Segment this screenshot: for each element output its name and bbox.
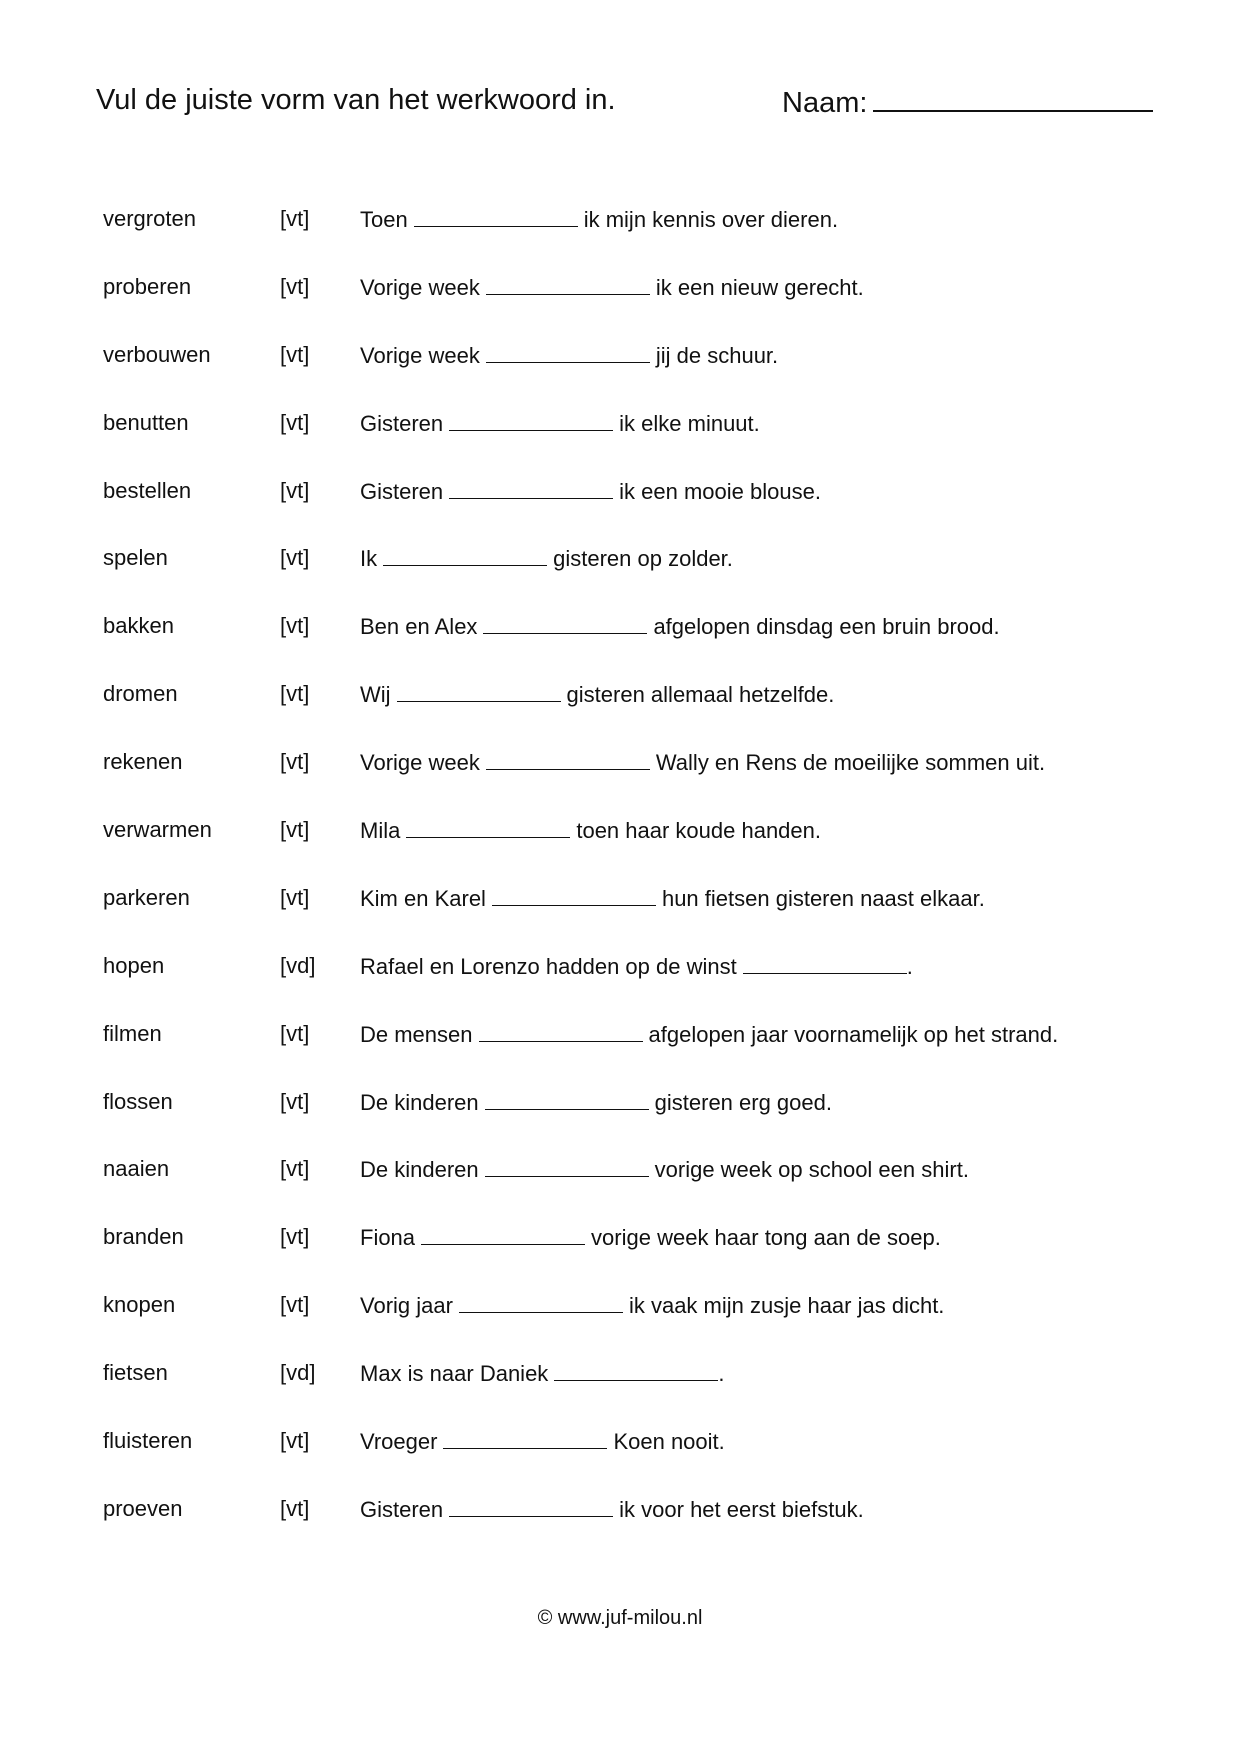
exercise-tense-tag: [vt] <box>280 1020 310 1046</box>
exercise-row <box>103 1089 1143 1157</box>
exercise-verb: proeven <box>103 1495 183 1521</box>
answer-blank[interactable] <box>486 342 650 363</box>
exercise-tense-tag: [vt] <box>280 545 310 571</box>
exercise-tense-tag: [vt] <box>280 884 310 910</box>
sentence-before-blank: De mensen <box>360 1021 473 1047</box>
answer-blank[interactable] <box>486 749 650 770</box>
answer-blank[interactable] <box>414 206 578 227</box>
exercise-sentence <box>360 1428 725 1455</box>
exercise-tense-tag: [vt] <box>280 1428 310 1454</box>
sentence-after-blank: vorige week haar tong aan de soep. <box>591 1225 941 1251</box>
exercise-row <box>103 953 1143 1021</box>
answer-blank[interactable] <box>406 817 570 838</box>
exercise-verb: flossen <box>103 1088 173 1114</box>
sentence-before-blank: Vorig jaar <box>360 1293 453 1319</box>
sentence-before-blank: Vorige week <box>360 274 480 300</box>
sentence-before-blank: Gisteren <box>360 478 444 504</box>
exercise-sentence <box>360 1021 1058 1048</box>
exercise-sentence <box>360 613 1000 640</box>
exercise-verb: vergroten <box>103 206 196 231</box>
exercise-tense-tag: [vt] <box>280 1292 310 1318</box>
exercise-sentence <box>360 545 733 572</box>
exercise-sentence <box>360 410 760 437</box>
exercise-tense-tag: [vt] <box>280 1088 310 1114</box>
answer-blank[interactable] <box>485 1089 649 1110</box>
answer-blank[interactable] <box>483 613 647 634</box>
answer-blank[interactable] <box>383 545 547 566</box>
exercise-verb: fietsen <box>103 1360 168 1386</box>
sentence-before-blank: De kinderen <box>360 1157 479 1183</box>
exercise-sentence <box>360 1360 724 1387</box>
exercise-verb: bakken <box>103 613 174 639</box>
sentence-before-blank: Vorige week <box>360 342 480 368</box>
exercise-sentence <box>360 274 864 301</box>
answer-blank[interactable] <box>449 478 613 499</box>
exercise-sentence <box>360 1224 941 1251</box>
exercise-sentence <box>360 1156 969 1183</box>
exercise-verb: bestellen <box>103 477 192 503</box>
exercise-row <box>103 1156 1143 1224</box>
exercise-tense-tag: [vt] <box>280 409 310 435</box>
exercise-tense-tag: [vt] <box>280 273 310 299</box>
exercise-sentence <box>360 885 985 912</box>
exercise-list <box>103 206 1143 1564</box>
exercise-row <box>103 1360 1143 1428</box>
exercise-sentence <box>360 953 913 980</box>
sentence-before-blank: Gisteren <box>360 1496 444 1522</box>
sentence-before-blank: Ik <box>360 546 378 572</box>
answer-blank[interactable] <box>449 410 613 431</box>
worksheet-title: Vul de juiste vorm van het werkwoord in. <box>96 84 616 116</box>
exercise-sentence <box>360 478 821 505</box>
sentence-after-blank: . <box>718 1361 725 1387</box>
sentence-after-blank: Koen nooit. <box>613 1429 725 1455</box>
exercise-tense-tag: [vt] <box>280 681 310 707</box>
exercise-tense-tag: [vt] <box>280 817 310 843</box>
exercise-row <box>103 478 1143 546</box>
sentence-after-blank: hun fietsen gisteren naast elkaar. <box>661 885 985 911</box>
exercise-row <box>103 1021 1143 1089</box>
exercise-verb: naaien <box>103 1156 170 1182</box>
exercise-sentence <box>360 749 1045 776</box>
answer-blank[interactable] <box>479 1021 643 1042</box>
exercise-verb: branden <box>103 1224 184 1250</box>
exercise-tense-tag: [vt] <box>280 1156 310 1182</box>
exercise-sentence <box>360 1292 944 1319</box>
exercise-sentence <box>360 1089 832 1116</box>
exercise-verb: spelen <box>103 545 168 571</box>
worksheet-header <box>96 84 1156 124</box>
sentence-before-blank: Vorige week <box>360 750 480 776</box>
answer-blank[interactable] <box>449 1496 613 1517</box>
sentence-after-blank: ik voor het eerst biefstuk. <box>619 1496 864 1522</box>
exercise-tense-tag: [vt] <box>280 206 310 231</box>
answer-blank[interactable] <box>485 1156 649 1177</box>
sentence-after-blank: gisteren erg goed. <box>654 1089 832 1115</box>
exercise-row <box>103 274 1143 342</box>
exercise-verb: knopen <box>103 1292 176 1318</box>
sentence-after-blank: vorige week op school een shirt. <box>654 1157 969 1183</box>
answer-blank[interactable] <box>421 1224 585 1245</box>
exercise-verb: parkeren <box>103 884 190 910</box>
answer-blank[interactable] <box>743 953 907 974</box>
exercise-verb: filmen <box>103 1020 162 1046</box>
sentence-before-blank: Rafael en Lorenzo hadden op de winst <box>360 953 737 979</box>
sentence-before-blank: Max is naar Daniek <box>360 1361 549 1387</box>
sentence-before-blank: Mila <box>360 818 401 844</box>
sentence-after-blank: ik een mooie blouse. <box>619 478 821 504</box>
exercise-row <box>103 1496 1143 1564</box>
sentence-before-blank: De kinderen <box>360 1089 479 1115</box>
answer-blank[interactable] <box>443 1428 607 1449</box>
exercise-verb: dromen <box>103 681 178 707</box>
exercise-verb: fluisteren <box>103 1428 193 1454</box>
footer-copyright: © www.juf-milou.nl <box>537 1607 703 1629</box>
sentence-before-blank: Fiona <box>360 1225 416 1251</box>
exercise-sentence <box>360 206 838 233</box>
exercise-sentence <box>360 1496 864 1523</box>
exercise-verb: rekenen <box>103 749 183 775</box>
sentence-after-blank: ik elke minuut. <box>619 410 760 436</box>
exercise-sentence <box>360 342 778 369</box>
sentence-after-blank: ik een nieuw gerecht. <box>655 274 864 300</box>
exercise-verb: hopen <box>103 952 165 978</box>
answer-blank[interactable] <box>486 274 650 295</box>
exercise-row <box>103 1224 1143 1292</box>
exercise-sentence <box>360 681 834 708</box>
exercise-row <box>103 206 1143 274</box>
sentence-before-blank: Toen <box>360 207 408 232</box>
sentence-after-blank: . <box>906 953 913 979</box>
exercise-row <box>103 545 1143 613</box>
name-label: Naam: <box>782 87 868 119</box>
sentence-after-blank: toen haar koude handen. <box>576 818 821 844</box>
exercise-row <box>103 1428 1143 1496</box>
exercise-verb: verbouwen <box>103 341 211 367</box>
exercise-tense-tag: [vd] <box>280 1360 316 1386</box>
exercise-tense-tag: [vt] <box>280 613 310 639</box>
exercise-tense-tag: [vt] <box>280 749 310 775</box>
name-field <box>782 84 1153 120</box>
exercise-row <box>103 749 1143 817</box>
sentence-before-blank: Wij <box>360 682 391 708</box>
exercise-row <box>103 613 1143 681</box>
exercise-row <box>103 817 1143 885</box>
exercise-sentence <box>360 817 821 844</box>
answer-blank[interactable] <box>492 885 656 906</box>
exercise-row <box>103 1292 1143 1360</box>
sentence-before-blank: Ben en Alex <box>360 614 478 640</box>
exercise-row <box>103 681 1143 749</box>
sentence-after-blank: jij de schuur. <box>655 342 779 368</box>
sentence-after-blank: Wally en Rens de moeilijke sommen uit. <box>655 750 1046 776</box>
sentence-after-blank: ik vaak mijn zusje haar jas dicht. <box>628 1293 945 1319</box>
exercise-tense-tag: [vt] <box>280 477 310 503</box>
exercise-row <box>103 885 1143 953</box>
exercise-tense-tag: [vt] <box>280 341 310 367</box>
exercise-row <box>103 342 1143 410</box>
exercise-row <box>103 410 1143 478</box>
exercise-verb: verwarmen <box>103 817 212 843</box>
sentence-before-blank: Kim en Karel <box>360 885 486 911</box>
sentence-after-blank: gisteren op zolder. <box>553 546 733 572</box>
sentence-after-blank: afgelopen dinsdag een bruin brood. <box>653 614 1000 640</box>
sentence-after-blank: ik mijn kennis over dieren. <box>583 207 839 232</box>
answer-blank[interactable] <box>554 1360 718 1381</box>
sentence-before-blank: Gisteren <box>360 410 444 436</box>
exercise-verb: benutten <box>103 409 189 435</box>
exercise-tense-tag: [vt] <box>280 1224 310 1250</box>
sentence-after-blank: afgelopen jaar voornamelijk op het strand. <box>648 1021 1059 1047</box>
exercise-tense-tag: [vd] <box>280 952 316 978</box>
answer-blank[interactable] <box>459 1292 623 1313</box>
exercise-verb: proberen <box>103 273 192 299</box>
sentence-after-blank: gisteren allemaal hetzelfde. <box>566 682 835 708</box>
name-blank-line[interactable] <box>873 84 1153 112</box>
answer-blank[interactable] <box>397 681 561 702</box>
exercise-tense-tag: [vt] <box>280 1495 310 1521</box>
sentence-before-blank: Vroeger <box>360 1429 438 1455</box>
